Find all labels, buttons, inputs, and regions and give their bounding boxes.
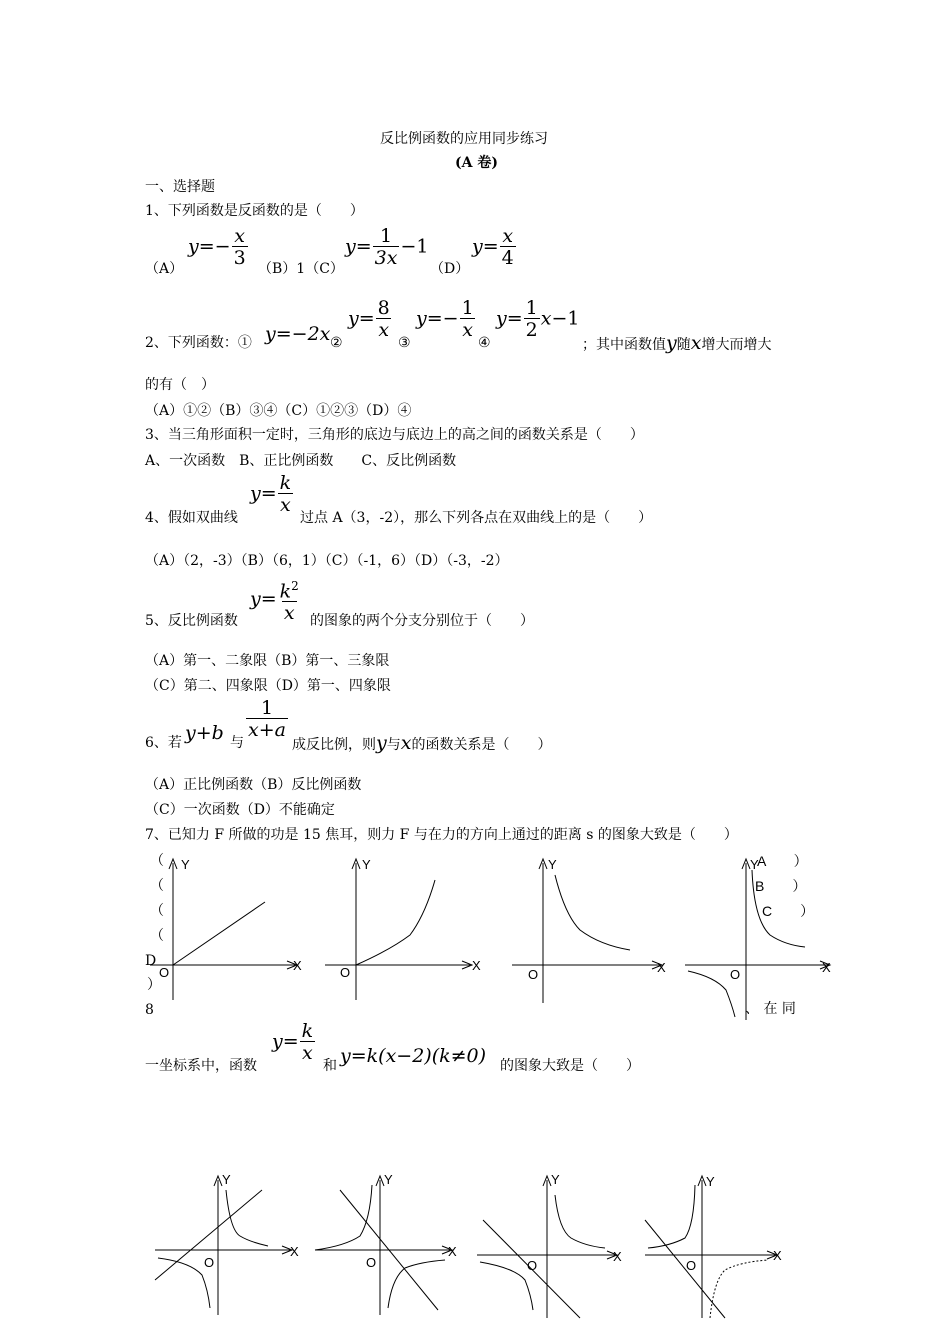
origin-label: O <box>366 1255 377 1270</box>
q7-graph-b <box>320 855 490 1005</box>
y-axis-label: Y <box>548 857 557 872</box>
q1-option-c-formula: y= $\frac{1}{3x}$ −1 <box>345 225 429 269</box>
q7-left-label: （ <box>150 878 164 894</box>
q7-graph-a <box>145 855 315 1005</box>
q7-graph-d <box>680 855 840 1025</box>
q8-graph-c <box>475 1170 635 1320</box>
q6-options-2: （C）一次函数（D）不能确定 <box>145 802 335 818</box>
q2-formula-2: y= $\frac{8}{x}$ <box>348 297 390 341</box>
origin-label: O <box>340 965 351 980</box>
origin-label: O <box>686 1258 697 1273</box>
q2-circle-4: ④ <box>478 335 491 351</box>
q8-number: 8 <box>145 1002 154 1018</box>
q5-options-2: （C）第二、四象限（D）第一、四象限 <box>145 678 391 694</box>
q8-mid: 和 <box>323 1058 337 1074</box>
q7-left-label: D <box>145 953 157 969</box>
q1-option-a-formula: y=− $\frac{x}{3}$ <box>188 225 246 269</box>
q7-left-label: （ <box>150 903 164 919</box>
q7-right-label: C ） <box>762 903 815 919</box>
question-1: 1、下列函数是反函数的是（ ） <box>145 203 364 219</box>
x-axis-label: X <box>613 1249 622 1264</box>
section-heading: 一、选择题 <box>145 179 215 195</box>
q7-left-label: （ <box>150 928 164 944</box>
q8-formula-2: y=k(x−2)(k≠0) <box>340 1045 487 1067</box>
question-3: 3、当三角形面积一定时，三角形的底边与底边上的高之间的函数关系是（ ） <box>145 427 644 443</box>
question-8-lead: 一坐标系中，函数 <box>145 1058 257 1074</box>
page-title: 反比例函数的应用同步练习 <box>380 131 548 147</box>
q7-left-label: ） <box>147 977 161 993</box>
q7-graph-c <box>510 855 680 1005</box>
origin-label: O <box>204 1255 215 1270</box>
x-axis-label: X <box>290 1244 299 1259</box>
q5-tail: 的图象的两个分支分别位于（ ） <box>310 613 534 629</box>
q8-graph-a <box>150 1170 310 1320</box>
q8-lead-fragment: 、 在 同 <box>745 1001 796 1017</box>
y-axis-label: Y <box>384 1172 393 1187</box>
q2-circle-2: ② <box>330 335 343 351</box>
q6-formula-1: y+b <box>185 722 224 744</box>
q6-tail: 成反比例，则y与x的函数关系是（ ） <box>292 732 552 754</box>
question-2-lead: 2、下列函数：① <box>145 335 252 351</box>
q7-right-label: B ） <box>755 878 807 894</box>
q1-option-bc-label: （B）1（C） <box>258 261 344 277</box>
y-axis-label: Y <box>706 1174 715 1189</box>
x-axis-label: X <box>657 960 666 975</box>
q4-tail: 过点 A（3，-2），那么下列各点在双曲线上的是（ ） <box>300 510 653 526</box>
q1-option-a-label: （A） <box>145 261 184 277</box>
q6-mid: 与 <box>230 735 244 751</box>
q7-right-label: A ） <box>757 853 808 869</box>
origin-label: O <box>730 967 741 982</box>
q5-formula: y= $\frac{k^2}{x}$ <box>250 579 299 625</box>
y-axis-label: Y <box>362 857 371 872</box>
question-5-lead: 5、反比例函数 <box>145 613 238 629</box>
question-4-lead: 4、假如双曲线 <box>145 510 238 526</box>
q1-option-d-formula: y= $\frac{x}{4}$ <box>472 225 514 269</box>
y-axis-label: Y <box>222 1172 231 1187</box>
q2-formula-3: y=− $\frac{1}{x}$ <box>416 297 474 341</box>
q2-options: （A）①②（B）③④（C）①②③（D）④ <box>145 403 412 419</box>
q3-options: A、一次函数 B、正比例函数 C、反比例函数 <box>145 453 457 469</box>
q7-left-label: （ <box>150 853 164 869</box>
q2-formula-4: y= $\frac{1}{2}$ x−1 <box>496 297 580 341</box>
x-axis-label: X <box>773 1248 782 1263</box>
q4-options: （A）（2，-3）（B）（6，1）（C）（-1，6）（D）（-3，-2） <box>145 553 509 569</box>
x-axis-label: X <box>448 1244 457 1259</box>
q8-graph-d <box>640 1170 790 1320</box>
q4-formula: y= $\frac{k}{x}$ <box>250 472 292 516</box>
x-axis-label: X <box>293 958 302 973</box>
q2-tail: ；其中函数值y随x增大而增大 <box>582 332 772 354</box>
q8-tail: 的图象大致是（ ） <box>500 1058 640 1074</box>
page-subtitle: (A 卷) <box>455 155 498 171</box>
y-axis-label: Y <box>551 1172 560 1187</box>
q1-option-d-label: （D） <box>430 261 470 277</box>
q6-options-1: （A）正比例函数（B）反比例函数 <box>145 777 362 793</box>
origin-label: O <box>527 1258 538 1273</box>
q6-formula-2: $\frac{1}{x+a}$ <box>248 697 286 741</box>
q2-circle-3: ③ <box>398 335 411 351</box>
q2-line-2: 的有（ ） <box>145 377 215 393</box>
question-6-lead: 6、若 <box>145 735 182 751</box>
y-axis-label: Y <box>750 857 759 872</box>
origin-label: O <box>159 965 170 980</box>
x-axis-label: X <box>472 958 481 973</box>
q2-formula-1: y=−2x <box>265 323 331 345</box>
x-axis-label: X <box>822 960 831 975</box>
q8-graph-b <box>310 1170 470 1320</box>
y-axis-label: Y <box>181 857 190 872</box>
question-7: 7、已知力 F 所做的功是 15 焦耳，则力 F 与在力的方向上通过的距离 s 的图象大致是（ ） <box>145 827 738 843</box>
q5-options-1: （A）第一、二象限（B）第一、三象限 <box>145 653 390 669</box>
origin-label: O <box>528 967 539 982</box>
q8-formula-1: y= $\frac{k}{x}$ <box>272 1020 314 1064</box>
